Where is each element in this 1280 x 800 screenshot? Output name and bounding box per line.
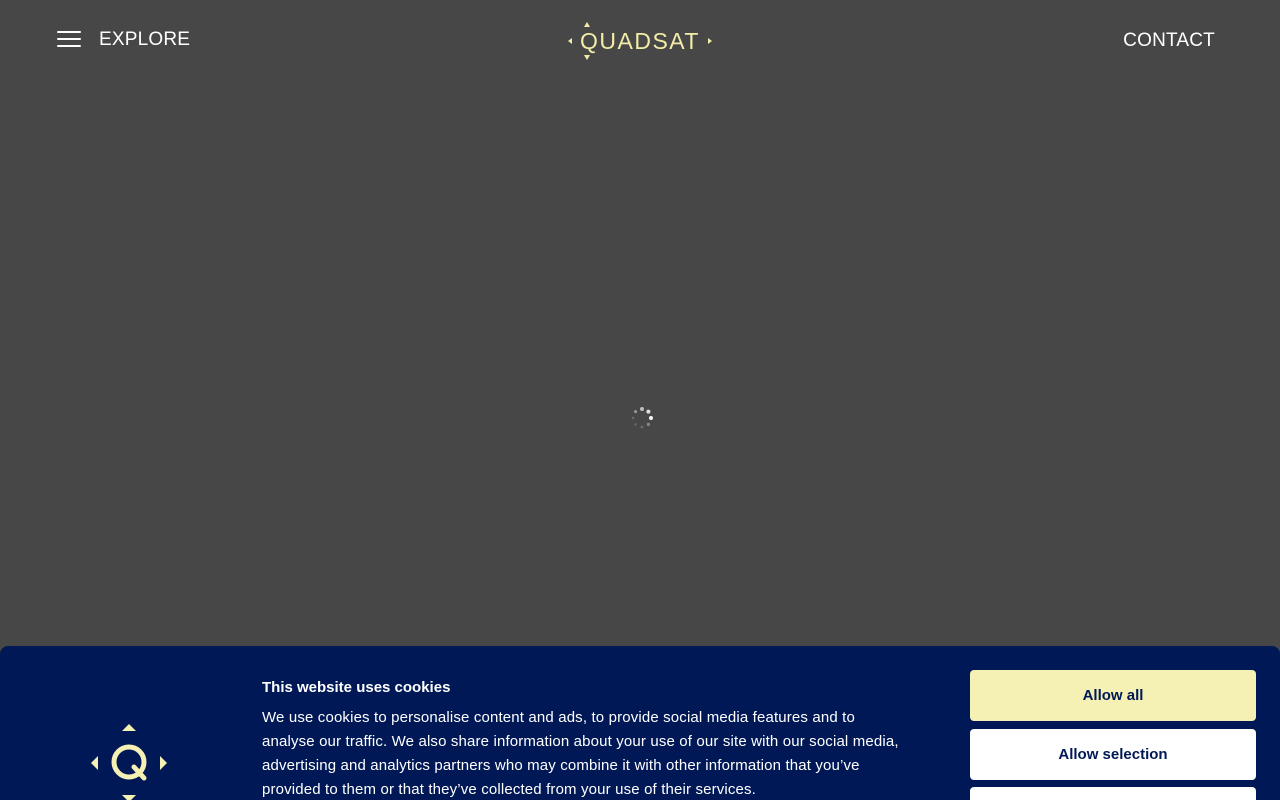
- cookie-banner: [0, 646, 1280, 800]
- quadsat-q-logo-icon: [88, 722, 170, 800]
- allow-all-button[interactable]: Allow all: [970, 670, 1256, 721]
- cookie-settings-button[interactable]: [970, 787, 1256, 800]
- logo-text: QUADSAT: [580, 28, 700, 54]
- contact-link[interactable]: CONTACT: [1123, 30, 1215, 51]
- site-header: [0, 0, 1280, 80]
- cookie-banner-title: This website uses cookies: [262, 679, 451, 696]
- loading-spinner-icon: [630, 406, 654, 430]
- allow-selection-button[interactable]: Allow selection: [970, 729, 1256, 780]
- quadsat-logo[interactable]: [566, 20, 714, 62]
- cookie-banner-description: We use cookies to personalise content and ads, to provide social media features and to analyse our traffic. We also share information about your use of our site with our social media, advertising and analytics partners who may combine it with other information that you’ve provided to them or that they’ve collected from your use of their services.: [262, 709, 899, 798]
- explore-menu-link[interactable]: EXPLORE: [99, 29, 191, 50]
- hamburger-menu-icon[interactable]: [57, 30, 81, 49]
